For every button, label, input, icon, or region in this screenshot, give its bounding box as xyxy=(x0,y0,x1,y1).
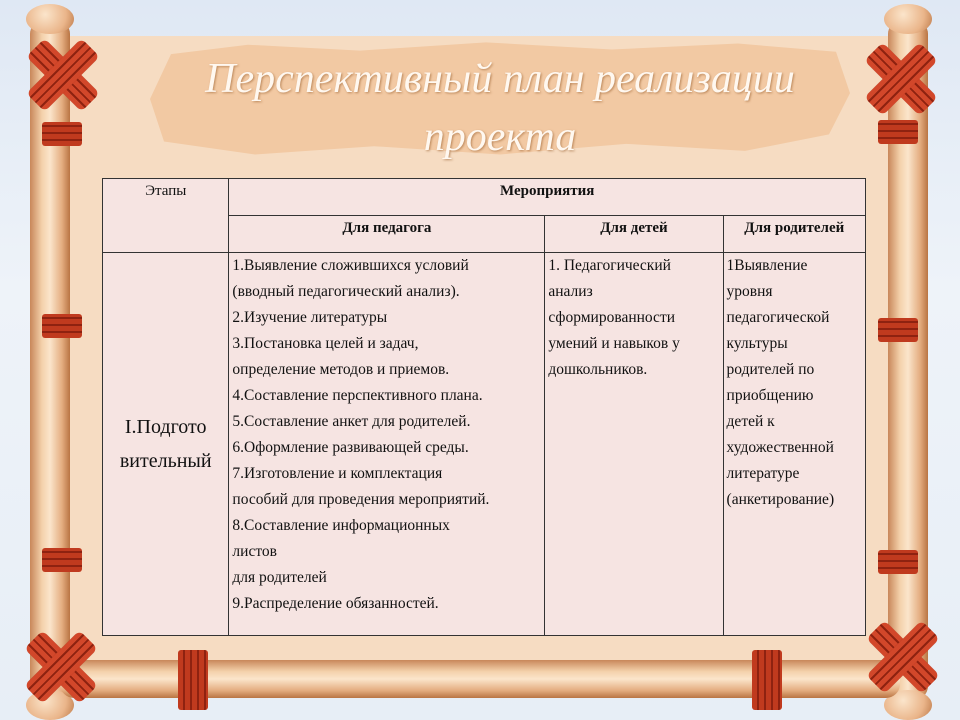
table-header-row xyxy=(103,179,866,216)
parents-line: детей к xyxy=(726,413,775,430)
children-line: дошкольников. xyxy=(548,361,648,378)
bottom-pole-wrap-left xyxy=(178,650,208,710)
right-pole-wrap-mid xyxy=(878,318,918,342)
header-for-children: Для детей xyxy=(545,216,723,253)
teacher-line: 9.Распределение обязанностей. xyxy=(232,595,439,612)
children-line: сформированности xyxy=(548,309,676,326)
parents-line: уровня xyxy=(726,283,773,300)
parents-line: художественной xyxy=(726,439,834,456)
header-activities: Мероприятия xyxy=(229,179,866,216)
teacher-line: для родителей xyxy=(232,569,327,586)
stage-line-2: вительный xyxy=(119,450,212,472)
teacher-line: 5.Составление анкет для родителей. xyxy=(232,413,471,430)
left-pole-wrap-lower xyxy=(42,548,82,572)
header-for-parents: Для родителей xyxy=(723,216,865,253)
teacher-line: листов xyxy=(232,543,277,560)
teacher-line: пособий для проведения мероприятий. xyxy=(232,491,490,508)
header-for-teacher: Для педагога xyxy=(229,216,545,253)
corner-ribbon-top-left xyxy=(24,36,102,114)
teacher-line: 4.Составление перспективного плана. xyxy=(232,387,483,404)
teacher-line: 2.Изучение литературы xyxy=(232,309,388,326)
corner-ribbon-bottom-left xyxy=(22,628,100,706)
left-pole-wrap-mid xyxy=(42,314,82,338)
bottom-pole-wrap-right xyxy=(752,650,782,710)
corner-ribbon-bottom-right xyxy=(864,618,942,696)
right-pole-wrap-upper xyxy=(878,120,918,144)
parents-line: литературе xyxy=(726,465,800,482)
teacher-line: 6.Оформление развивающей среды. xyxy=(232,439,469,456)
parents-line: приобщению xyxy=(726,387,814,404)
teacher-line: 8.Составление информационных xyxy=(232,517,450,534)
children-line: анализ xyxy=(548,283,593,300)
table-row xyxy=(103,253,866,636)
stage-line-1: I.Подгото xyxy=(124,416,207,438)
left-pole-top-knob xyxy=(26,4,74,34)
title-line-2: проекта xyxy=(423,114,577,160)
page-title xyxy=(150,50,850,166)
header-stages: Этапы xyxy=(103,179,229,253)
teacher-line: 1.Выявление сложившихся условий xyxy=(232,257,469,274)
parents-line: родителей по xyxy=(726,361,815,378)
right-pole-wrap-lower xyxy=(878,550,918,574)
parents-line: 1Выявление xyxy=(726,257,808,274)
right-pole-top-knob xyxy=(884,4,932,34)
teacher-line: 7.Изготовление и комплектация xyxy=(232,465,443,482)
title-line-1: Перспективный план реализации xyxy=(205,56,795,102)
stage-cell xyxy=(103,253,229,636)
teacher-line: (вводный педагогический анализ). xyxy=(232,283,460,300)
teacher-line: 3.Постановка целей и задач, xyxy=(232,335,419,352)
left-pole-wrap-upper xyxy=(42,122,82,146)
children-activities-cell xyxy=(545,253,723,636)
teacher-activities-cell xyxy=(229,253,545,636)
parents-line: педагогической xyxy=(726,309,830,326)
children-line: умений и навыков у xyxy=(548,335,680,352)
parents-line: (анкетирование) xyxy=(726,491,835,508)
corner-ribbon-top-right xyxy=(862,40,940,118)
parents-line: культуры xyxy=(726,335,788,352)
children-line: 1. Педагогический xyxy=(548,257,671,274)
plan-table xyxy=(102,178,866,636)
parents-activities-cell xyxy=(723,253,865,636)
teacher-line: определение методов и приемов. xyxy=(232,361,450,378)
